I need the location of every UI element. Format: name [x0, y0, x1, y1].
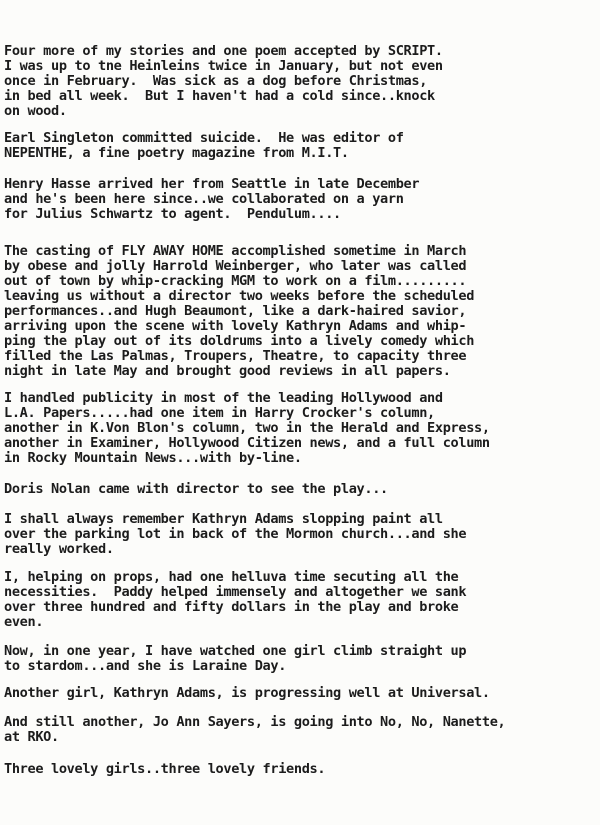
text-line: at RKO.: [4, 729, 59, 745]
text-line: I was up to tne Heinleins twice in January, but not even: [4, 58, 443, 74]
text-line: on wood.: [4, 103, 67, 119]
text-line: another in Examiner, Hollywood Citizen news, and a full column: [4, 435, 490, 451]
text-line: over three hundred and fifty dollars in the play and broke: [4, 599, 459, 615]
text-line: and he's been here since..we collaborated on a yarn: [4, 191, 404, 207]
text-line: NEPENTHE, a fine poetry magazine from M.I.T.: [4, 145, 349, 161]
text-line: I handled publicity in most of the leading Hollywood and: [4, 390, 443, 406]
text-line: arriving upon the scene with lovely Kathryn Adams and whip-: [4, 318, 467, 334]
text-line: out of town by whip-cracking MGM to work on a film.........: [4, 273, 467, 289]
text-line: Henry Hasse arrived her from Seattle in late December: [4, 176, 420, 192]
text-line: Doris Nolan came with director to see the play...: [4, 481, 388, 497]
text-line: Earl Singleton committed suicide. He was editor of: [4, 130, 404, 146]
text-line: performances..and Hugh Beaumont, like a dark-haired savior,: [4, 303, 467, 319]
text-line: necessities. Paddy helped immensely and altogether we sank: [4, 584, 467, 600]
text-line: in bed all week. But I haven't had a cold since..knock: [4, 88, 435, 104]
text-line: by obese and jolly Harrold Weinberger, who later was called: [4, 258, 467, 274]
text-line: to stardom...and she is Laraine Day.: [4, 658, 287, 674]
text-line: leaving us without a director two weeks before the scheduled: [4, 288, 475, 304]
text-line: for Julius Schwartz to agent. Pendulum....: [4, 206, 341, 222]
text-line: ping the play out of its doldrums into a lively comedy which: [4, 333, 475, 349]
text-line: night in late May and brought good reviews in all papers.: [4, 363, 451, 379]
text-line: Now, in one year, I have watched one girl climb straight up: [4, 643, 467, 659]
text-line: Another girl, Kathryn Adams, is progressing well at Universal.: [4, 685, 490, 701]
text-line: I shall always remember Kathryn Adams slopping paint all: [4, 511, 443, 527]
text-line: once in February. Was sick as a dog before Christmas,: [4, 73, 428, 89]
text-line: over the parking lot in back of the Mormon church...and she: [4, 526, 467, 542]
text-line: L.A. Papers.....had one item in Harry Crocker's column,: [4, 405, 435, 421]
text-line: even.: [4, 614, 44, 630]
text-line: I, helping on props, had one helluva time secuting all the: [4, 569, 459, 585]
text-line: really worked.: [4, 541, 114, 557]
text-line: The casting of FLY AWAY HOME accomplished sometime in March: [4, 243, 467, 259]
text-line: Four more of my stories and one poem accepted by SCRIPT.: [4, 43, 443, 59]
text-line: And still another, Jo Ann Sayers, is going into No, No, Nanette,: [4, 714, 506, 730]
text-line: another in K.Von Blon's column, two in the Herald and Express,: [4, 420, 490, 436]
text-line: Three lovely girls..three lovely friends.: [4, 761, 326, 777]
text-line: in Rocky Mountain News...with by-line.: [4, 450, 302, 466]
text-line: filled the Las Palmas, Troupers, Theatre, to capacity three: [4, 348, 467, 364]
